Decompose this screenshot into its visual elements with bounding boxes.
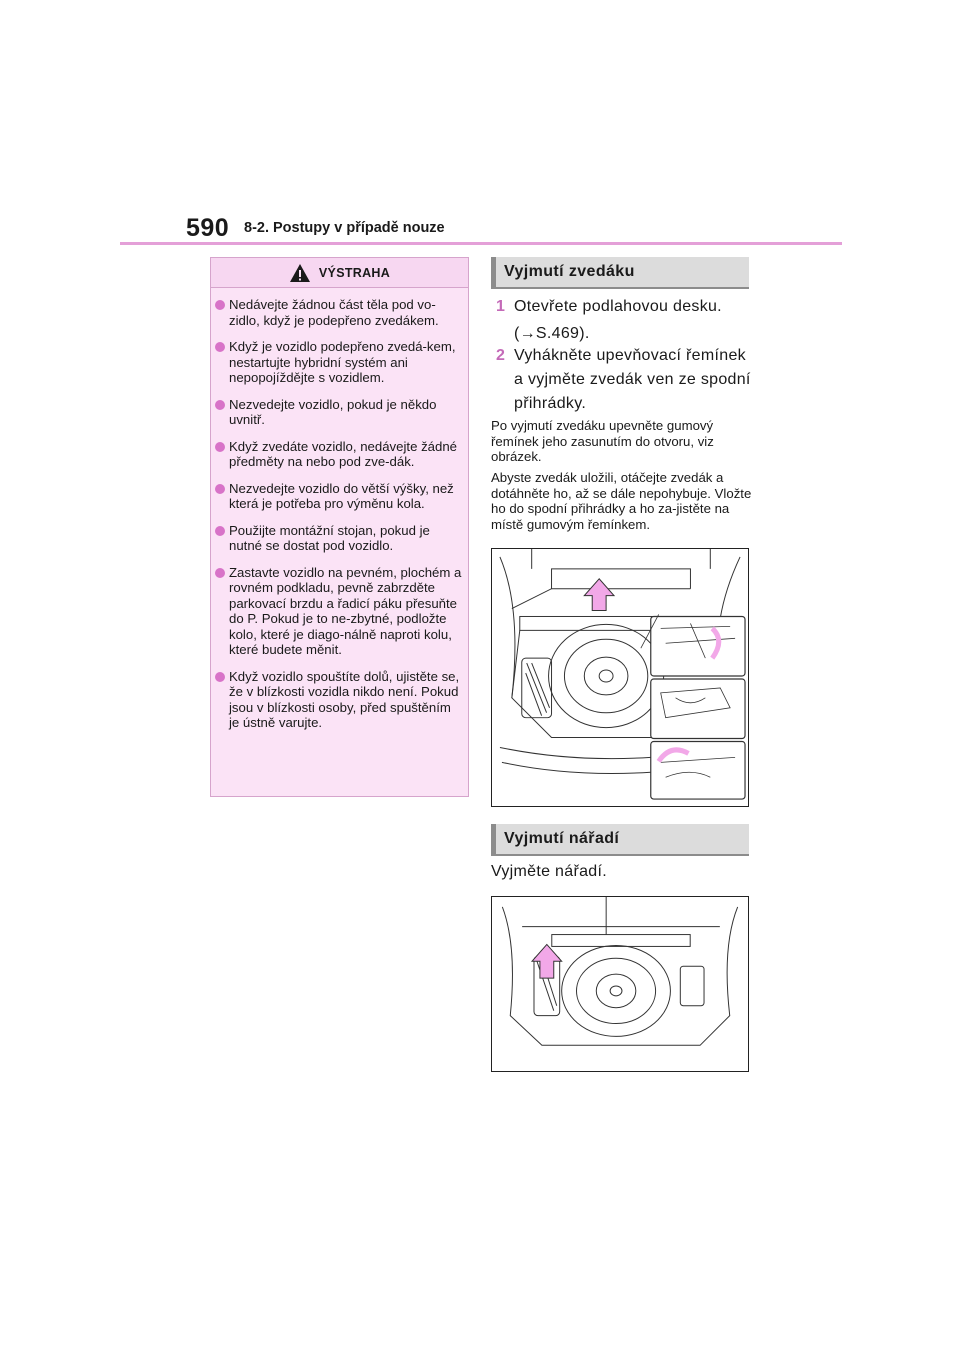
bullet-icon <box>215 300 225 310</box>
bullet-icon <box>215 442 225 452</box>
up-arrow-icon <box>584 579 614 611</box>
bullet-icon <box>215 400 225 410</box>
section-title: 8-2. Postupy v případě nouze <box>244 220 445 236</box>
tools-removal-illustration <box>491 896 749 1072</box>
list-item: Když je vozidlo podepřeno zvedá-kem, nestartujte hybridní systém ani nepopojíždějte s vozidlem. <box>215 339 462 386</box>
list-item: Když vozidlo spouštíte dolů, ujistěte se, že v blízkosti vozidla nikdo není. Pokud jsou v blízkosti osoby, před spuštěním je ústně varujte. <box>215 669 462 731</box>
step-text: Otevřete podlahovou desku. <box>514 298 722 315</box>
jack-removal-illustration <box>491 548 749 807</box>
list-item: Nezvedejte vozidlo do větší výšky, než která je potřeba pro výměnu kola. <box>215 481 462 512</box>
bullet-icon <box>215 342 225 352</box>
list-item: Nezvedejte vozidlo, pokud je někdo uvnitř. <box>215 397 462 428</box>
warning-title: VÝSTRAHA <box>318 265 391 280</box>
step-1 <box>496 295 756 346</box>
warning-box <box>210 257 469 797</box>
trunk-tools-drawing <box>492 897 748 1071</box>
header-rule <box>120 242 842 245</box>
warning-header <box>211 258 468 288</box>
step-number: 1 <box>496 298 506 315</box>
list-item: Zastavte vozidlo na pevném, plochém a rovném podkladu, pevně zabrzděte parkovací brzdu a řadicí páku přesuňte do P. Pokud je to ne-zbytné, podložte kolo, které je diago-nálně naproti kolu, které budete měnit. <box>215 565 462 658</box>
note-store-jack: Abyste zvedák uložili, otáčejte zvedák a dotáhněte ho, až se dále nepohybuje. Vložte ho do spodní přihrádky a ho za-jistěte na místě gumovým řemínkem. <box>491 470 752 532</box>
list-item: Když zvedáte vozidlo, nedávejte žádné předměty na nebo pod zve-dák. <box>215 439 462 470</box>
warning-list <box>211 288 468 731</box>
up-arrow-icon <box>532 944 562 978</box>
bullet-icon <box>215 526 225 536</box>
page-number: 590 <box>186 214 230 242</box>
warning-icon <box>289 263 311 283</box>
bullet-icon <box>215 672 225 682</box>
tools-text: Vyjměte nářadí. <box>491 863 607 880</box>
step-2 <box>496 344 756 416</box>
trunk-jack-drawing <box>492 549 748 806</box>
step-number: 2 <box>496 347 506 364</box>
section-heading-tools: Vyjmutí nářadí <box>491 824 749 856</box>
page-reference-link[interactable]: (→S.469). <box>514 325 590 342</box>
step-text: Vyhákněte upevňovací řemínek a vyjměte zvedák ven ze spodní přihrádky. <box>514 347 751 412</box>
bullet-icon <box>215 484 225 494</box>
list-item: Použijte montážní stojan, pokud je nutné se dostat pod vozidlo. <box>215 523 462 554</box>
bullet-icon <box>215 568 225 578</box>
note-strap: Po vyjmutí zvedáku upevněte gumový řemínek jeho zasunutím do otvoru, viz obrázek. <box>491 418 714 464</box>
list-item: Nedávejte žádnou část těla pod vo-zidlo, když je podepřeno zvedákem. <box>215 297 462 328</box>
section-heading-jack: Vyjmutí zvedáku <box>491 257 749 289</box>
